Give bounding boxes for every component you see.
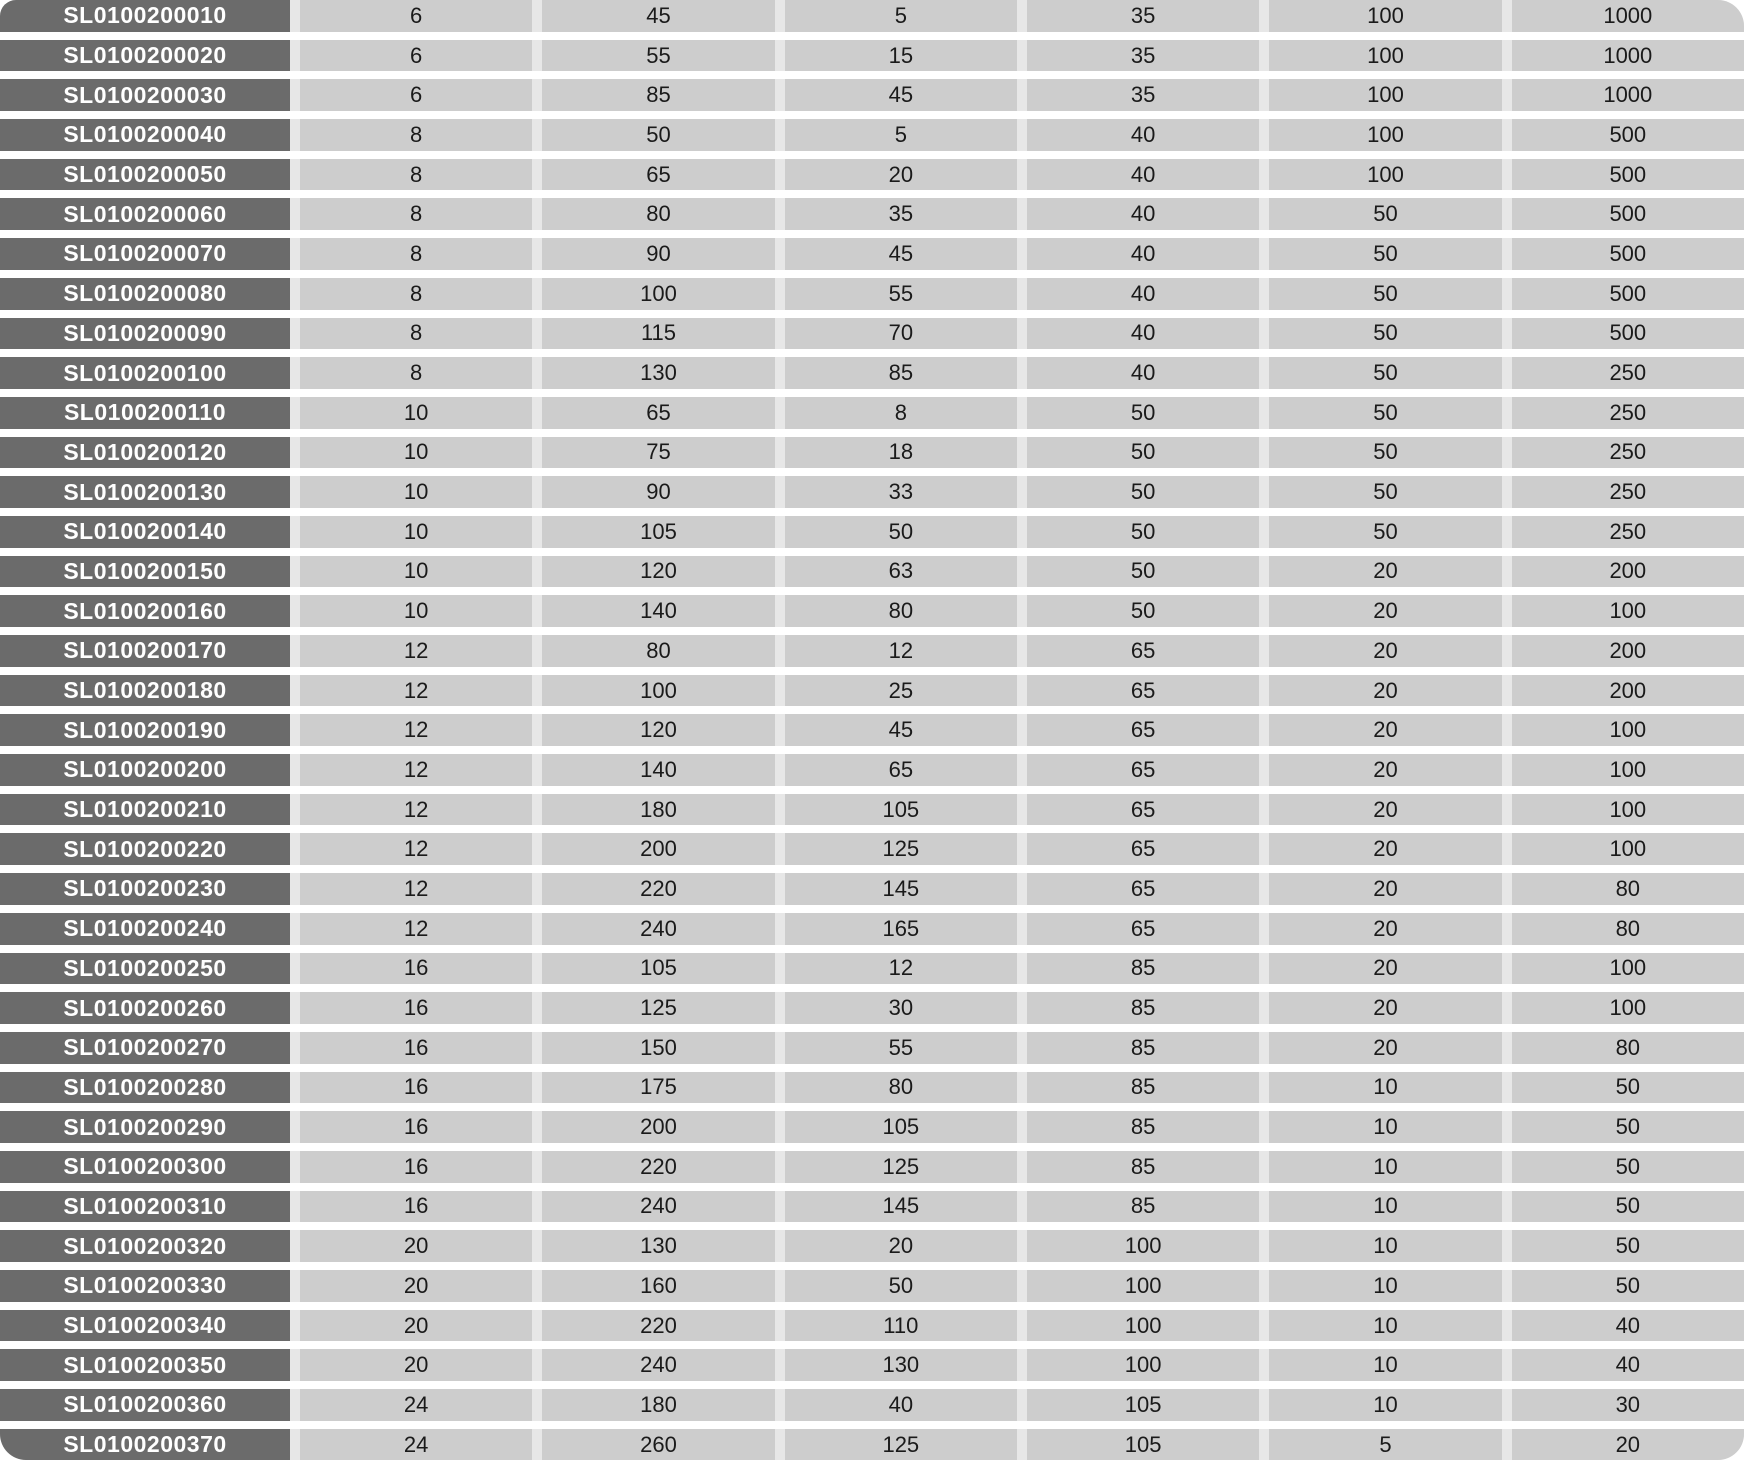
value-cell: 55 [785, 278, 1017, 310]
table-row [0, 159, 1744, 191]
value-cell: 250 [1512, 397, 1744, 429]
value-cell: 35 [1027, 0, 1259, 32]
value-cell: 5 [785, 0, 1017, 32]
value-cell: 220 [542, 1310, 774, 1342]
value-cell: 1000 [1512, 79, 1744, 111]
value-cell: 65 [1027, 873, 1259, 905]
value-cell: 80 [785, 1072, 1017, 1104]
part-number-cell: SL0100200280 [0, 1072, 290, 1104]
value-cell: 100 [1027, 1349, 1259, 1381]
value-cell: 105 [785, 794, 1017, 826]
value-cell: 85 [1027, 1151, 1259, 1183]
table-row [0, 318, 1744, 350]
value-cell: 30 [1512, 1389, 1744, 1421]
part-number-cell: SL0100200090 [0, 318, 290, 350]
part-number-cell: SL0100200060 [0, 198, 290, 230]
value-cell: 20 [1269, 595, 1501, 627]
table-row [0, 794, 1744, 826]
part-number-cell: SL0100200340 [0, 1310, 290, 1342]
value-cell: 45 [785, 714, 1017, 746]
value-cell: 16 [300, 1072, 532, 1104]
value-cell: 100 [1512, 714, 1744, 746]
value-cell: 110 [785, 1310, 1017, 1342]
value-cell: 80 [542, 635, 774, 667]
value-cell: 100 [1512, 833, 1744, 865]
value-cell: 100 [1027, 1270, 1259, 1302]
part-number-cell: SL0100200070 [0, 238, 290, 270]
part-number-cell: SL0100200230 [0, 873, 290, 905]
value-cell: 500 [1512, 159, 1744, 191]
value-cell: 10 [300, 437, 532, 469]
value-cell: 10 [300, 595, 532, 627]
value-cell: 10 [300, 516, 532, 548]
value-cell: 20 [1269, 992, 1501, 1024]
table-row [0, 1349, 1744, 1381]
value-cell: 260 [542, 1429, 774, 1461]
value-cell: 16 [300, 1111, 532, 1143]
value-cell: 100 [542, 278, 774, 310]
value-cell: 100 [542, 675, 774, 707]
value-cell: 10 [1269, 1389, 1501, 1421]
value-cell: 100 [1512, 794, 1744, 826]
value-cell: 140 [542, 754, 774, 786]
table-row [0, 40, 1744, 72]
part-number-cell: SL0100200310 [0, 1191, 290, 1223]
value-cell: 55 [542, 40, 774, 72]
table-row [0, 953, 1744, 985]
value-cell: 12 [300, 833, 532, 865]
table-row [0, 397, 1744, 429]
value-cell: 65 [1027, 794, 1259, 826]
value-cell: 50 [1512, 1191, 1744, 1223]
value-cell: 50 [1269, 357, 1501, 389]
value-cell: 50 [1027, 516, 1259, 548]
value-cell: 20 [1269, 556, 1501, 588]
value-cell: 16 [300, 1032, 532, 1064]
value-cell: 20 [1269, 714, 1501, 746]
value-cell: 1000 [1512, 40, 1744, 72]
value-cell: 85 [542, 79, 774, 111]
value-cell: 160 [542, 1270, 774, 1302]
table-row [0, 1151, 1744, 1183]
value-cell: 50 [542, 119, 774, 151]
table-row [0, 1072, 1744, 1104]
value-cell: 75 [542, 437, 774, 469]
value-cell: 8 [300, 357, 532, 389]
value-cell: 12 [300, 714, 532, 746]
part-number-cell: SL0100200270 [0, 1032, 290, 1064]
table-row [0, 675, 1744, 707]
value-cell: 70 [785, 318, 1017, 350]
value-cell: 15 [785, 40, 1017, 72]
value-cell: 24 [300, 1389, 532, 1421]
value-cell: 25 [785, 675, 1017, 707]
value-cell: 100 [1027, 1310, 1259, 1342]
part-number-cell: SL0100200080 [0, 278, 290, 310]
table-row [0, 1310, 1744, 1342]
value-cell: 500 [1512, 278, 1744, 310]
value-cell: 125 [785, 1429, 1017, 1461]
value-cell: 40 [1512, 1310, 1744, 1342]
value-cell: 85 [1027, 1072, 1259, 1104]
value-cell: 8 [300, 278, 532, 310]
value-cell: 125 [542, 992, 774, 1024]
value-cell: 150 [542, 1032, 774, 1064]
value-cell: 40 [785, 1389, 1017, 1421]
value-cell: 20 [1512, 1429, 1744, 1461]
value-cell: 50 [1269, 437, 1501, 469]
value-cell: 10 [1269, 1349, 1501, 1381]
value-cell: 10 [1269, 1072, 1501, 1104]
value-cell: 50 [1269, 318, 1501, 350]
value-cell: 8 [300, 238, 532, 270]
value-cell: 100 [1512, 754, 1744, 786]
value-cell: 35 [785, 198, 1017, 230]
table-row [0, 278, 1744, 310]
value-cell: 140 [542, 595, 774, 627]
part-number-cell: SL0100200190 [0, 714, 290, 746]
value-cell: 8 [300, 119, 532, 151]
value-cell: 180 [542, 794, 774, 826]
value-cell: 10 [1269, 1270, 1501, 1302]
value-cell: 145 [785, 1191, 1017, 1223]
value-cell: 8 [300, 159, 532, 191]
value-cell: 50 [1269, 238, 1501, 270]
value-cell: 20 [300, 1230, 532, 1262]
value-cell: 100 [1269, 79, 1501, 111]
value-cell: 80 [1512, 1032, 1744, 1064]
part-number-cell: SL0100200140 [0, 516, 290, 548]
value-cell: 12 [300, 873, 532, 905]
table-row [0, 992, 1744, 1024]
value-cell: 100 [1269, 159, 1501, 191]
table-row [0, 1191, 1744, 1223]
value-cell: 90 [542, 238, 774, 270]
value-cell: 30 [785, 992, 1017, 1024]
value-cell: 20 [1269, 1032, 1501, 1064]
value-cell: 220 [542, 873, 774, 905]
value-cell: 5 [1269, 1429, 1501, 1461]
value-cell: 65 [542, 159, 774, 191]
part-number-cell: SL0100200200 [0, 754, 290, 786]
value-cell: 500 [1512, 119, 1744, 151]
value-cell: 35 [1027, 79, 1259, 111]
part-number-cell: SL0100200220 [0, 833, 290, 865]
value-cell: 50 [785, 1270, 1017, 1302]
part-number-cell: SL0100200130 [0, 476, 290, 508]
value-cell: 65 [785, 754, 1017, 786]
value-cell: 20 [1269, 913, 1501, 945]
value-cell: 12 [300, 913, 532, 945]
value-cell: 10 [1269, 1151, 1501, 1183]
value-cell: 16 [300, 953, 532, 985]
table-row [0, 516, 1744, 548]
value-cell: 55 [785, 1032, 1017, 1064]
table-row [0, 595, 1744, 627]
value-cell: 65 [542, 397, 774, 429]
value-cell: 10 [1269, 1230, 1501, 1262]
value-cell: 20 [300, 1270, 532, 1302]
value-cell: 165 [785, 913, 1017, 945]
value-cell: 125 [785, 1151, 1017, 1183]
value-cell: 18 [785, 437, 1017, 469]
value-cell: 6 [300, 0, 532, 32]
value-cell: 130 [542, 357, 774, 389]
value-cell: 65 [1027, 635, 1259, 667]
value-cell: 16 [300, 992, 532, 1024]
value-cell: 35 [1027, 40, 1259, 72]
value-cell: 20 [785, 1230, 1017, 1262]
value-cell: 50 [1512, 1270, 1744, 1302]
value-cell: 24 [300, 1429, 532, 1461]
value-cell: 50 [1027, 397, 1259, 429]
value-cell: 12 [300, 754, 532, 786]
value-cell: 20 [1269, 635, 1501, 667]
table-row [0, 198, 1744, 230]
value-cell: 250 [1512, 476, 1744, 508]
value-cell: 45 [542, 0, 774, 32]
part-number-cell: SL0100200370 [0, 1429, 290, 1461]
value-cell: 40 [1027, 357, 1259, 389]
value-cell: 10 [1269, 1191, 1501, 1223]
value-cell: 20 [300, 1310, 532, 1342]
value-cell: 240 [542, 913, 774, 945]
part-number-cell: SL0100200290 [0, 1111, 290, 1143]
value-cell: 200 [542, 1111, 774, 1143]
value-cell: 250 [1512, 357, 1744, 389]
value-cell: 40 [1027, 159, 1259, 191]
value-cell: 200 [1512, 556, 1744, 588]
part-number-cell: SL0100200350 [0, 1349, 290, 1381]
value-cell: 45 [785, 238, 1017, 270]
part-number-cell: SL0100200180 [0, 675, 290, 707]
value-cell: 85 [785, 357, 1017, 389]
value-cell: 200 [542, 833, 774, 865]
value-cell: 65 [1027, 754, 1259, 786]
value-cell: 40 [1027, 278, 1259, 310]
value-cell: 80 [785, 595, 1017, 627]
part-number-cell: SL0100200300 [0, 1151, 290, 1183]
value-cell: 100 [1269, 119, 1501, 151]
value-cell: 85 [1027, 992, 1259, 1024]
value-cell: 45 [785, 79, 1017, 111]
part-number-cell: SL0100200160 [0, 595, 290, 627]
part-number-cell: SL0100200240 [0, 913, 290, 945]
value-cell: 250 [1512, 516, 1744, 548]
value-cell: 50 [785, 516, 1017, 548]
table-row [0, 476, 1744, 508]
table-row [0, 238, 1744, 270]
value-cell: 100 [1512, 953, 1744, 985]
value-cell: 125 [785, 833, 1017, 865]
value-cell: 8 [785, 397, 1017, 429]
table-row [0, 437, 1744, 469]
value-cell: 65 [1027, 714, 1259, 746]
value-cell: 12 [300, 675, 532, 707]
value-cell: 12 [300, 635, 532, 667]
part-number-cell: SL0100200330 [0, 1270, 290, 1302]
value-cell: 115 [542, 318, 774, 350]
table-row [0, 1429, 1744, 1461]
table-row [0, 0, 1744, 32]
value-cell: 50 [1512, 1111, 1744, 1143]
value-cell: 100 [1512, 992, 1744, 1024]
value-cell: 40 [1512, 1349, 1744, 1381]
table-row [0, 1032, 1744, 1064]
value-cell: 63 [785, 556, 1017, 588]
part-number-cell: SL0100200100 [0, 357, 290, 389]
value-cell: 65 [1027, 913, 1259, 945]
table-row [0, 754, 1744, 786]
value-cell: 500 [1512, 198, 1744, 230]
value-cell: 50 [1269, 198, 1501, 230]
value-cell: 220 [542, 1151, 774, 1183]
table-row [0, 635, 1744, 667]
value-cell: 40 [1027, 238, 1259, 270]
value-cell: 50 [1269, 278, 1501, 310]
value-cell: 50 [1269, 397, 1501, 429]
value-cell: 20 [1269, 953, 1501, 985]
value-cell: 500 [1512, 318, 1744, 350]
value-cell: 40 [1027, 198, 1259, 230]
value-cell: 20 [1269, 833, 1501, 865]
value-cell: 40 [1027, 318, 1259, 350]
value-cell: 5 [785, 119, 1017, 151]
table-row [0, 1270, 1744, 1302]
value-cell: 240 [542, 1191, 774, 1223]
value-cell: 50 [1512, 1230, 1744, 1262]
value-cell: 10 [300, 556, 532, 588]
part-number-cell: SL0100200360 [0, 1389, 290, 1421]
value-cell: 500 [1512, 238, 1744, 270]
part-number-cell: SL0100200250 [0, 953, 290, 985]
value-cell: 100 [1027, 1230, 1259, 1262]
value-cell: 105 [542, 953, 774, 985]
value-cell: 40 [1027, 119, 1259, 151]
value-cell: 100 [1269, 0, 1501, 32]
value-cell: 50 [1027, 437, 1259, 469]
table-row [0, 357, 1744, 389]
part-number-cell: SL0100200170 [0, 635, 290, 667]
part-number-cell: SL0100200210 [0, 794, 290, 826]
value-cell: 50 [1027, 476, 1259, 508]
value-cell: 50 [1269, 476, 1501, 508]
value-cell: 10 [1269, 1310, 1501, 1342]
value-cell: 20 [300, 1349, 532, 1381]
value-cell: 180 [542, 1389, 774, 1421]
value-cell: 120 [542, 556, 774, 588]
table-row [0, 79, 1744, 111]
value-cell: 50 [1269, 516, 1501, 548]
value-cell: 100 [1269, 40, 1501, 72]
value-cell: 33 [785, 476, 1017, 508]
value-cell: 16 [300, 1151, 532, 1183]
table-row [0, 119, 1744, 151]
value-cell: 20 [1269, 794, 1501, 826]
value-cell: 90 [542, 476, 774, 508]
value-cell: 175 [542, 1072, 774, 1104]
value-cell: 100 [1512, 595, 1744, 627]
part-number-cell: SL0100200120 [0, 437, 290, 469]
part-number-cell: SL0100200020 [0, 40, 290, 72]
value-cell: 85 [1027, 1191, 1259, 1223]
value-cell: 20 [1269, 873, 1501, 905]
value-cell: 130 [542, 1230, 774, 1262]
part-number-cell: SL0100200010 [0, 0, 290, 32]
value-cell: 105 [1027, 1429, 1259, 1461]
value-cell: 10 [300, 476, 532, 508]
value-cell: 200 [1512, 635, 1744, 667]
table-row [0, 873, 1744, 905]
table-row [0, 714, 1744, 746]
value-cell: 1000 [1512, 0, 1744, 32]
value-cell: 20 [785, 159, 1017, 191]
value-cell: 250 [1512, 437, 1744, 469]
part-number-cell: SL0100200320 [0, 1230, 290, 1262]
part-number-cell: SL0100200260 [0, 992, 290, 1024]
value-cell: 80 [542, 198, 774, 230]
value-cell: 105 [1027, 1389, 1259, 1421]
value-cell: 130 [785, 1349, 1017, 1381]
value-cell: 145 [785, 873, 1017, 905]
value-cell: 65 [1027, 833, 1259, 865]
value-cell: 8 [300, 198, 532, 230]
part-number-cell: SL0100200150 [0, 556, 290, 588]
value-cell: 10 [1269, 1111, 1501, 1143]
value-cell: 12 [785, 953, 1017, 985]
value-cell: 200 [1512, 675, 1744, 707]
part-number-cell: SL0100200110 [0, 397, 290, 429]
table-row [0, 1111, 1744, 1143]
value-cell: 50 [1512, 1151, 1744, 1183]
value-cell: 10 [300, 397, 532, 429]
part-number-cell: SL0100200040 [0, 119, 290, 151]
value-cell: 6 [300, 40, 532, 72]
table-row [0, 833, 1744, 865]
value-cell: 50 [1512, 1072, 1744, 1104]
value-cell: 240 [542, 1349, 774, 1381]
value-cell: 105 [542, 516, 774, 548]
table-row [0, 1389, 1744, 1421]
value-cell: 65 [1027, 675, 1259, 707]
part-number-cell: SL0100200030 [0, 79, 290, 111]
value-cell: 12 [300, 794, 532, 826]
value-cell: 12 [785, 635, 1017, 667]
value-cell: 85 [1027, 1032, 1259, 1064]
table-row [0, 913, 1744, 945]
value-cell: 85 [1027, 1111, 1259, 1143]
value-cell: 80 [1512, 913, 1744, 945]
value-cell: 20 [1269, 754, 1501, 786]
value-cell: 80 [1512, 873, 1744, 905]
table-row [0, 556, 1744, 588]
value-cell: 120 [542, 714, 774, 746]
value-cell: 50 [1027, 595, 1259, 627]
value-cell: 16 [300, 1191, 532, 1223]
value-cell: 85 [1027, 953, 1259, 985]
value-cell: 6 [300, 79, 532, 111]
value-cell: 8 [300, 318, 532, 350]
value-cell: 105 [785, 1111, 1017, 1143]
part-number-cell: SL0100200050 [0, 159, 290, 191]
table-row [0, 1230, 1744, 1262]
value-cell: 20 [1269, 675, 1501, 707]
value-cell: 50 [1027, 556, 1259, 588]
